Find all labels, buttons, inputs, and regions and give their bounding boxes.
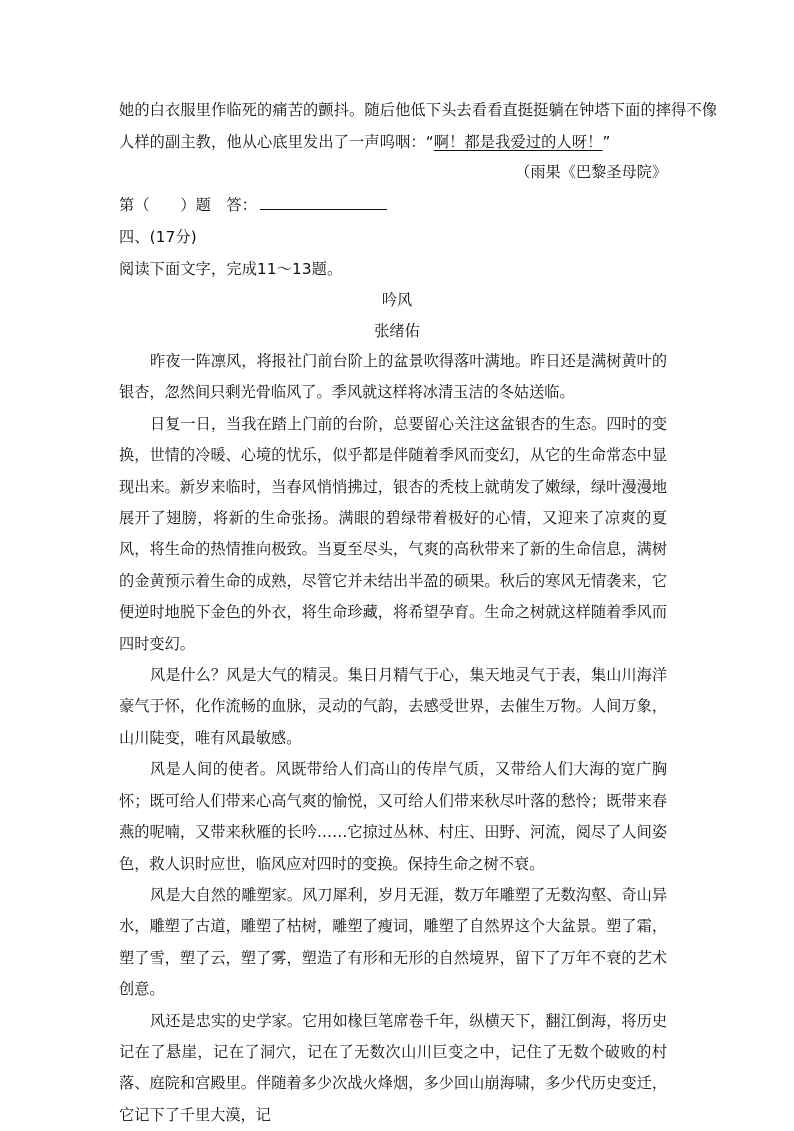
quoted-exclamation: 啊！都是我爱过的人呀！ xyxy=(433,133,603,151)
article-paragraph: 风是什么？风是大气的精灵。集日月精气于心，集天地灵气于表，集山川海洋豪气于怀，化作流畅的血脉，灵动的气韵，去感受世界，去催生万物。人间万象，山川陡变，唯有风最敏感。 xyxy=(119,666,667,747)
passage-line-2 xyxy=(119,132,611,152)
source-citation: （雨果《巴黎圣母院》 xyxy=(515,163,667,181)
answer-row xyxy=(119,195,387,215)
article-paragraph: 昨夜一阵凛风，将报社门前台阶上的盆景吹得落叶满地。昨日还是满树黄叶的银杏，忽然间只剩光骨临风了。季风就这样将冰清玉洁的冬姑送临。 xyxy=(119,352,667,402)
quote-close: ” xyxy=(602,133,611,151)
article-paragraph: 日复一日，当我在踏上门前的台阶，总要留心关注这盆银杏的生态。四时的变换，世情的冷暖、心境的忧乐，似乎都是伴随着季风而变幻，从它的生命常态中显现出来。新岁来临时，当春风悄悄拂过，银杏的秃枝上就萌发了嫩绿，绿叶漫漫地展开了翅膀，将新的生命张扬。满眼的碧绿带着极好的心情，又迎来了凉爽的夏风，将生命的热情推向极致。当夏至尽头，气爽的高秋带来了新的生命信息，满树的金黄预示着生命的成熟，尽管它并未结出半盈的硕果。秋后的寒风无情袭来，它便逆时地脱下金色的外衣，将生命珍藏，将希望孕育。生命之树就这样随着季风而四时变幻。 xyxy=(119,414,667,653)
quote-lead: 人样的副主教，他从心底里发出了一声呜咽：“ xyxy=(119,133,434,151)
article-paragraph: 风是人间的使者。风既带给人们高山的传岸气质，又带给人们大海的宽广胸怀；既可给人们带来心高气爽的愉悦，又可给人们带来秋尽叶落的愁怜；既带来春燕的呢喃，又带来秋雁的长吟……它掠过丛林、村庄、田野、河流，阅尽了人间姿色，救人识时应世，临风应对四时的变换。保持生命之树不衰。 xyxy=(119,760,667,873)
article-body xyxy=(119,346,667,1131)
article-title: 吟风 xyxy=(381,291,413,309)
section-heading: 四、(17分) xyxy=(119,228,197,246)
article-paragraph: 风还是忠实的史学家。它用如椽巨笔席卷千年，纵横天下，翻江倒海，将历史记在了悬崖，记在了洞穴，记在了无数次山川巨变之中，记住了无数个破败的村落、庭院和宫殿里。伴随着多少次战火烽烟，多少回山崩海啸，多少代历史变迁，它记下了千里大漠，记 xyxy=(119,1011,667,1124)
answer-blank[interactable] xyxy=(260,195,387,210)
article-author: 张绪佑 xyxy=(374,322,420,340)
answer-label: 第（ ）题 答： xyxy=(119,196,258,214)
passage-line-1: 她的白衣服里作临死的痛苦的颤抖。随后他低下头去看看直挺挺躺在钟塔下面的摔得不像 xyxy=(119,101,718,119)
reading-instruction: 阅读下面文字，完成11～13题。 xyxy=(119,260,343,278)
article-paragraph: 风是大自然的雕塑家。风刀犀利，岁月无涯，数万年雕塑了无数沟壑、奇山异水，雕塑了古道，雕塑了枯树，雕塑了瘦词，雕塑了自然界这个大盆景。塑了霜，塑了雪，塑了云，塑了雾，塑造了有形和无形的自然境界，留下了万年不衰的艺术创意。 xyxy=(119,885,667,999)
